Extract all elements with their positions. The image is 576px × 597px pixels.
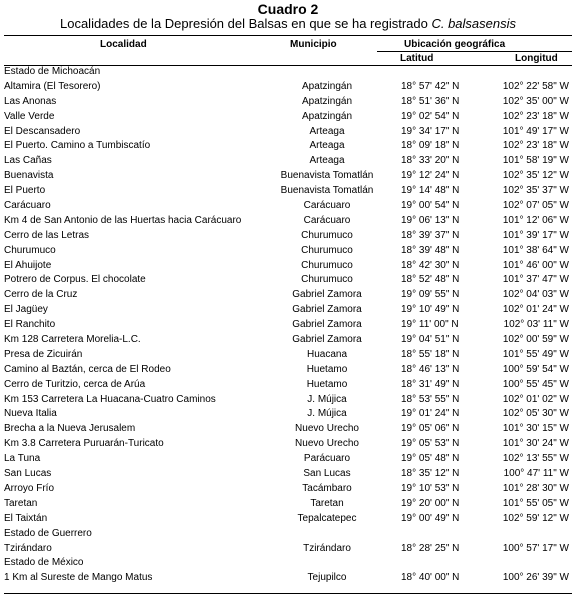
cell-localidad: Las Cañas: [4, 155, 52, 167]
cell-municipio: Tacámbaro: [302, 482, 352, 494]
cell-localidad: El Puerto: [4, 185, 46, 197]
cell-municipio: Gabriel Zamora: [292, 289, 362, 301]
cell-latitud: 19° 05' 53" N: [401, 438, 460, 450]
cell-localidad: Brecha a la Nueva Jerusalem: [4, 423, 136, 435]
cell-longitud: 102° 03' 11" W: [503, 319, 569, 331]
cell-latitud: 19° 06' 13" N: [401, 214, 460, 226]
cell-longitud: 102° 07' 05" W: [502, 200, 569, 212]
table-row: [0, 288, 576, 303]
cell-localidad: El Taixtán: [4, 512, 48, 524]
cell-latitud: 19° 34' 17" N: [401, 125, 460, 137]
cell-municipio: Arteaga: [309, 140, 345, 152]
table-row: [0, 259, 576, 274]
cell-longitud: 102° 00' 59" W: [502, 334, 569, 346]
cell-longitud: 102° 01' 02" W: [502, 393, 569, 405]
cell-municipio: Apatzingán: [301, 95, 353, 107]
cell-longitud: 102° 22' 58" W: [502, 80, 569, 92]
table-row: [0, 169, 576, 184]
cell-longitud: 101° 12' 06" W: [502, 214, 569, 226]
cell-longitud: 102° 05' 30" W: [502, 408, 569, 420]
state-heading: [0, 65, 576, 80]
table-row: [0, 244, 576, 259]
cell-municipio: Huetamo: [306, 378, 348, 390]
cell-municipio: Churumuco: [301, 274, 353, 286]
table-row: [0, 154, 576, 169]
table-row: [0, 333, 576, 348]
cell-municipio: J. Mújica: [307, 393, 347, 405]
cell-latitud: 18° 42' 30" N: [401, 259, 460, 271]
header-ubicacion: Ubicación geográfica: [404, 39, 506, 50]
cell-latitud: 19° 02' 54" N: [401, 110, 460, 122]
cell-municipio: J. Mújica: [307, 408, 347, 420]
cell-municipio: Gabriel Zamora: [292, 319, 362, 331]
cell-latitud: 18° 55' 18" N: [401, 348, 460, 360]
cell-latitud: 19° 00' 54" N: [401, 200, 460, 212]
cell-longitud: 101° 49' 17" W: [502, 125, 569, 137]
table-title: Cuadro 2: [257, 1, 319, 17]
cell-localidad: Cerro de las Letras: [4, 229, 90, 241]
cell-longitud: 100° 47' 11" W: [503, 468, 569, 480]
cell-longitud: 102° 13' 55" W: [502, 453, 569, 465]
cell-latitud: 18° 28' 25" N: [401, 542, 460, 554]
table-row: [0, 542, 576, 557]
cell-localidad: Km 153 Carretera La Huacana-Cuatro Caminos: [4, 393, 216, 405]
cell-municipio: Parácuaro: [303, 453, 351, 465]
cell-localidad: El Ahuijote: [4, 259, 52, 271]
table-row: [0, 229, 576, 244]
cell-localidad: Km 128 Carretera Morelia-L.C.: [4, 334, 141, 346]
table-row: [0, 303, 576, 318]
cell-latitud: 19° 04' 51" N: [401, 334, 460, 346]
cell-latitud: 18° 31' 49" N: [401, 378, 460, 390]
bottom-rule: [4, 593, 572, 594]
cell-municipio: Huacana: [306, 348, 348, 360]
table-row: [0, 422, 576, 437]
cell-municipio: Churumuco: [301, 244, 353, 256]
cell-latitud: 19° 10' 53" N: [401, 482, 460, 494]
header-municipio: Municipio: [290, 39, 337, 50]
state-heading: [0, 527, 576, 542]
cell-latitud: 18° 33' 20" N: [401, 155, 460, 167]
cell-longitud: 102° 04' 03" W: [502, 289, 569, 301]
cell-municipio: Nuevo Urecho: [295, 438, 359, 450]
cell-municipio: Buenavista Tomatlán: [280, 170, 374, 182]
table-row: [0, 467, 576, 482]
cell-longitud: 102° 35' 12" W: [502, 170, 569, 182]
state-heading: [0, 556, 576, 571]
cell-longitud: 102° 23' 18" W: [502, 140, 569, 152]
table-row: [0, 393, 576, 408]
table-row: [0, 80, 576, 95]
cell-longitud: 101° 58' 19" W: [502, 155, 569, 167]
table-row: [0, 273, 576, 288]
cell-municipio: Carácuaro: [303, 214, 351, 226]
cell-municipio: Taretan: [310, 497, 344, 509]
cell-localidad: Buenavista: [4, 170, 54, 182]
cell-localidad: El Puerto. Camino a Tumbiscatío: [4, 140, 151, 152]
cell-municipio: Apatzingán: [301, 110, 353, 122]
cell-longitud: 101° 37' 47" W: [502, 274, 569, 286]
cell-longitud: 101° 28' 30" W: [502, 482, 569, 494]
cell-localidad: Arroyo Frío: [4, 482, 55, 494]
table-row: [0, 199, 576, 214]
cell-latitud: 18° 40' 00" N: [401, 572, 460, 584]
cell-latitud: 19° 10' 49" N: [401, 304, 460, 316]
cell-localidad: Altamira (El Tesorero): [4, 80, 101, 92]
cell-localidad: Potrero de Corpus. El chocolate: [4, 274, 146, 286]
cell-municipio: Gabriel Zamora: [292, 334, 362, 346]
species-name: C. balsasensis: [431, 16, 516, 31]
state-name: Estado de México: [4, 557, 84, 569]
table-row: [0, 363, 576, 378]
cell-longitud: 100° 55' 45" W: [502, 378, 569, 390]
header-latitud: Latitud: [400, 53, 434, 64]
cell-latitud: 19° 00' 49" N: [401, 512, 460, 524]
cell-municipio: Buenavista Tomatlán: [280, 185, 374, 197]
cell-municipio: Tejupilco: [307, 572, 347, 584]
table-row: [0, 452, 576, 467]
cell-localidad: 1 Km al Sureste de Mango Matus: [4, 572, 153, 584]
cell-longitud: 101° 39' 17" W: [502, 229, 569, 241]
header-longitud: Longitud: [515, 53, 558, 64]
cell-latitud: 19° 09' 55" N: [401, 289, 460, 301]
cell-localidad: Camino al Baztán, cerca de El Rodeo: [4, 363, 171, 375]
cell-localidad: El Descansadero: [4, 125, 81, 137]
table-row: [0, 139, 576, 154]
table-row: [0, 125, 576, 140]
cell-longitud: 102° 23' 18" W: [502, 110, 569, 122]
table-row: [0, 95, 576, 110]
cell-localidad: Cerro de la Cruz: [4, 289, 78, 301]
cell-latitud: 18° 51' 36" N: [401, 95, 460, 107]
cell-localidad: Carácuaro: [4, 200, 51, 212]
cell-longitud: 102° 35' 37" W: [502, 185, 569, 197]
cell-latitud: 18° 39' 48" N: [401, 244, 460, 256]
cell-localidad: La Tuna: [4, 453, 41, 465]
cell-municipio: Tepalcatepec: [297, 512, 357, 524]
cell-localidad: Presa de Zicuirán: [4, 348, 83, 360]
cell-latitud: 18° 35' 12" N: [401, 468, 460, 480]
cell-latitud: 18° 46' 13" N: [401, 363, 460, 375]
cell-municipio: Carácuaro: [303, 200, 351, 212]
table-row: [0, 110, 576, 125]
cell-municipio: Arteaga: [309, 155, 345, 167]
header-localidad: Localidad: [100, 39, 147, 50]
cell-localidad: Churumuco: [4, 244, 56, 256]
cell-localidad: Taretan: [4, 497, 38, 509]
cell-municipio: San Lucas: [303, 468, 351, 480]
cell-longitud: 101° 55' 05" W: [502, 497, 569, 509]
subtitle-text: Localidades de la Depresión del Balsas en que se ha registrado: [59, 16, 432, 31]
cell-longitud: 100° 57' 17" W: [502, 542, 569, 554]
cell-latitud: 18° 57' 42" N: [401, 80, 460, 92]
cell-localidad: Km 3.8 Carretera Puruarán-Turicato: [4, 438, 164, 450]
cell-municipio: Nuevo Urecho: [295, 423, 359, 435]
cell-latitud: 18° 39' 37" N: [401, 229, 460, 241]
cell-localidad: El Ranchito: [4, 319, 56, 331]
cell-municipio: Churumuco: [301, 229, 353, 241]
table-body: [0, 65, 576, 586]
cell-longitud: 102° 01' 24" W: [502, 304, 569, 316]
cell-latitud: 19° 01' 24" N: [401, 408, 460, 420]
cell-latitud: 19° 12' 24" N: [401, 170, 460, 182]
cell-longitud: 102° 59' 12" W: [502, 512, 569, 524]
cell-latitud: 19° 11' 00" N: [401, 319, 459, 331]
cell-municipio: Apatzingán: [301, 80, 353, 92]
cell-longitud: 101° 55' 49" W: [502, 348, 569, 360]
cell-longitud: 101° 30' 15" W: [502, 423, 569, 435]
cell-municipio: Arteaga: [309, 125, 345, 137]
cell-latitud: 19° 05' 06" N: [401, 423, 460, 435]
cell-longitud: 101° 30' 24" W: [502, 438, 569, 450]
table-row: [0, 497, 576, 512]
cell-municipio: Tzirándaro: [303, 542, 351, 554]
state-name: Estado de Michoacán: [4, 66, 101, 77]
top-rule: [4, 35, 572, 36]
cell-localidad: Las Anonas: [4, 95, 57, 107]
cell-latitud: 18° 52' 48" N: [401, 274, 460, 286]
cell-longitud: 101° 46' 00" W: [502, 259, 569, 271]
cell-latitud: 18° 09' 18" N: [401, 140, 460, 152]
table-row: [0, 348, 576, 363]
table-row: [0, 184, 576, 199]
table-row: [0, 318, 576, 333]
cell-localidad: Valle Verde: [4, 110, 55, 122]
table-row: [0, 378, 576, 393]
cell-latitud: 19° 05' 48" N: [401, 453, 460, 465]
cell-longitud: 100° 26' 39" W: [502, 572, 569, 584]
cell-longitud: 100° 59' 54" W: [502, 363, 569, 375]
cell-localidad: Km 4 de San Antonio de las Huertas hacia Carácuaro: [4, 214, 242, 226]
table-row: [0, 571, 576, 586]
table-row: [0, 512, 576, 527]
cell-municipio: Churumuco: [301, 259, 353, 271]
cell-latitud: 18° 53' 55" N: [401, 393, 460, 405]
table-row: [0, 437, 576, 452]
cell-municipio: Gabriel Zamora: [292, 304, 362, 316]
table-row: [0, 407, 576, 422]
cell-localidad: San Lucas: [4, 468, 52, 480]
cell-longitud: 101° 38' 64" W: [502, 244, 569, 256]
table-subtitle: [0, 16, 576, 32]
cell-municipio: Huetamo: [306, 363, 348, 375]
cell-localidad: Cerro de Turitzio, cerca de Arúa: [4, 378, 146, 390]
table-row: [0, 482, 576, 497]
cell-latitud: 19° 14' 48" N: [401, 185, 460, 197]
cell-latitud: 19° 20' 00" N: [401, 497, 460, 509]
state-name: Estado de Guerrero: [4, 527, 92, 539]
cell-localidad: Nueva Italia: [4, 408, 57, 420]
cell-localidad: Tzirándaro: [4, 542, 52, 554]
cell-localidad: El Jagüey: [4, 304, 48, 316]
table-row: [0, 214, 576, 229]
ubicacion-underline: [377, 51, 572, 52]
cell-longitud: 102° 35' 00" W: [502, 95, 569, 107]
